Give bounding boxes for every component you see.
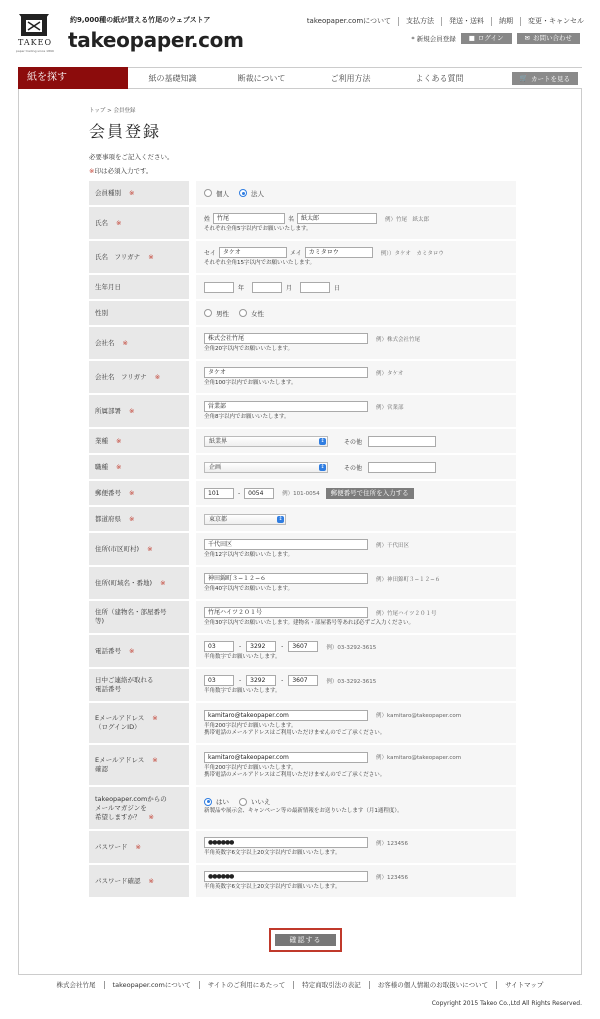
label-text: 都道府県 [95, 514, 121, 523]
label-text: 日中ご連絡が取れる [95, 676, 154, 684]
field-company-kana [196, 361, 516, 393]
field-gender [196, 301, 516, 325]
phone2-input[interactable]: 3292 [246, 641, 276, 652]
lock-icon: ■ [468, 34, 475, 42]
footer-links [0, 981, 600, 989]
street-input[interactable]: 神田錦町３−１２−６ [204, 573, 368, 584]
radio-individual-label: 個人 [216, 189, 229, 198]
row-city [89, 533, 516, 567]
label-job [89, 455, 189, 479]
dayphone1-input[interactable]: 03 [204, 675, 234, 686]
required-note-text: 印は必須入力です。 [94, 167, 153, 175]
label-password-confirm [89, 865, 189, 897]
dayphone-hint: 半角数字でお願いいたします。 [204, 688, 281, 694]
password-confirm-hint: 半角英数字6文字以上20文字以内でお願いいたします。 [204, 884, 341, 890]
city-input[interactable]: 千代田区 [204, 539, 368, 550]
label-member-type [89, 181, 189, 205]
field-prefecture [196, 507, 516, 531]
row-phone [89, 635, 516, 669]
field-city [196, 533, 516, 565]
label-text: 住所(市区町村) [95, 544, 140, 553]
confirm-button[interactable]: 確認する [275, 934, 336, 946]
zip-dash: - [238, 489, 241, 497]
header [0, 0, 600, 66]
label-company-kana [89, 361, 189, 393]
confirm-highlight [269, 928, 342, 952]
first-name-input[interactable]: 紙太郎 [297, 213, 377, 224]
job-other-input[interactable] [368, 462, 436, 473]
footer-link-commerce-law[interactable]: 特定商取引法の表記 [294, 981, 370, 989]
street-example: 例）神田錦町３−１２−６ [376, 576, 441, 583]
phone-dash: - [281, 643, 284, 650]
login-button[interactable] [461, 33, 512, 44]
required-mark: ※ [152, 714, 158, 722]
password-example: 例）123456 [376, 840, 408, 847]
copyright: Copyright 2015 Takeo Co.,Ltd All Rights Reserved. [431, 1000, 582, 1007]
label-text: 電話番号 [95, 646, 121, 655]
required-mark: ※ [129, 188, 135, 197]
field-birthdate [196, 275, 516, 299]
phone1-input[interactable]: 03 [204, 641, 234, 652]
top-links [300, 17, 584, 26]
footer-link-sitemap[interactable]: サイトマップ [505, 981, 544, 989]
page-title: 会員登録 [89, 122, 162, 141]
label-text: 業種 [95, 436, 108, 445]
label-industry [89, 429, 189, 453]
cart-label: カートを見る [531, 74, 570, 83]
required-mark: ※ [148, 876, 154, 885]
email-example: 例）kamitaro@takeopaper.com [376, 713, 462, 719]
required-mark: ※ [129, 488, 135, 497]
field-daytime-phone [196, 669, 516, 701]
cart-icon: 🛒 [519, 74, 528, 82]
login-label: ログイン [477, 34, 504, 42]
row-member-type [89, 181, 516, 207]
row-building [89, 601, 516, 635]
phone-hint: 半角数字でお願いいたします。 [204, 654, 281, 660]
industry-other-label: その他 [344, 438, 363, 446]
field-email [196, 703, 516, 743]
nav-find-paper[interactable]: 紙を探す [18, 67, 128, 89]
label-text: 職種 [95, 462, 108, 471]
zip2-input[interactable]: 0054 [244, 488, 274, 499]
row-company [89, 327, 516, 361]
company-input[interactable]: 株式会社竹尾 [204, 333, 368, 344]
email-input[interactable]: kamitaro@takeopaper.com [204, 710, 368, 721]
label-prefecture [89, 507, 189, 531]
label-company [89, 327, 189, 359]
label-password [89, 831, 189, 863]
phone-example: 例）03-3292-3615 [326, 644, 377, 651]
phone-dash: - [239, 643, 242, 650]
row-street [89, 567, 516, 601]
required-note [89, 166, 152, 175]
label-text: 郵便番号 [95, 488, 121, 497]
zip-lookup-button[interactable]: 郵便番号で住所を入力する [326, 488, 414, 499]
email-hint-2: 携帯電話のメールアドレスはご利用いただけませんのでご了承ください。 [204, 729, 386, 736]
company-kana-input[interactable]: タケオ [204, 367, 368, 378]
field-company [196, 327, 516, 359]
label-text: 所属部署 [95, 406, 121, 415]
required-mark: ※ [89, 167, 95, 175]
top-link-delivery[interactable]: 納期 [492, 17, 521, 26]
kana-hint: それぞれ全角15字以内でお願いいたします。 [204, 260, 316, 266]
label-email [89, 703, 189, 743]
label-text-2: （ログインID） [95, 723, 141, 731]
label-building [89, 601, 189, 633]
department-input[interactable]: 営業部 [204, 401, 368, 412]
industry-other-input[interactable] [368, 436, 436, 447]
label-text-2: メールマガジンを [95, 803, 147, 812]
mei-label: 名 [288, 216, 295, 223]
required-mark: ※ [122, 338, 128, 347]
mei-kana-label: メイ [289, 250, 302, 257]
field-email-confirm [196, 745, 516, 785]
radio-male[interactable] [204, 309, 212, 317]
account-area [411, 33, 580, 44]
label-text: 性別 [95, 308, 108, 317]
field-department [196, 395, 516, 427]
label-text: 会社名 [95, 338, 115, 347]
name-hint: それぞれ全角5字以内でお願いいたします。 [204, 226, 312, 232]
phone-dash: - [239, 677, 242, 684]
required-mark: ※ [152, 756, 158, 764]
label-zip [89, 481, 189, 505]
field-name-kana [196, 241, 516, 273]
row-name-kana [89, 241, 516, 275]
birth-year-input[interactable] [204, 282, 234, 293]
company-hint: 全角20字以内でお願いいたします。 [204, 346, 294, 352]
label-birthdate [89, 275, 189, 299]
label-text: 氏名 [95, 218, 108, 227]
breadcrumb[interactable]: トップ > 会員登録 [89, 108, 136, 114]
password-confirm-example: 例）123456 [376, 874, 408, 881]
label-gender [89, 301, 189, 325]
kana-example: 例））タケオ カミタロウ [380, 250, 444, 257]
field-zip [196, 481, 516, 505]
label-text: 氏名 フリガナ [95, 252, 141, 261]
sei-label: 姓 [204, 216, 211, 223]
building-hint: 全角30字以内でお願いいたします。建物名・部屋番号等あれば必ずご入力ください。 [204, 620, 415, 626]
chevron-down-icon: ↕ [278, 515, 283, 522]
row-department [89, 395, 516, 429]
zip1-input[interactable]: 101 [204, 488, 234, 499]
prefecture-selected: 東京都 [209, 515, 228, 523]
job-other-label: その他 [344, 464, 363, 472]
label-text: 住所(町域名・番地) [95, 578, 153, 587]
chevron-down-icon: ↕ [320, 437, 325, 444]
password-confirm-input[interactable]: ●●●●●● [204, 871, 368, 882]
footer-link-about[interactable]: takeopaper.comについて [105, 981, 200, 989]
label-text-2: 等) [95, 617, 105, 625]
label-text: パスワード確認 [95, 876, 141, 885]
field-building [196, 601, 516, 633]
field-name [196, 207, 516, 239]
view-cart-button[interactable] [512, 72, 578, 85]
row-zip [89, 481, 516, 507]
industry-select[interactable] [204, 436, 328, 447]
password-hint: 半角英数字6文字以上20文字以内でお願いいたします。 [204, 850, 341, 856]
required-mark: ※ [116, 436, 122, 445]
chevron-down-icon: ↕ [320, 463, 325, 470]
row-email-confirm [89, 745, 516, 787]
label-text-2: 電話番号 [95, 685, 121, 693]
label-name-kana [89, 241, 189, 273]
radio-corporate[interactable] [239, 189, 247, 197]
company-kana-example: 例）タケオ [376, 370, 404, 377]
radio-yes-label: はい [216, 798, 229, 806]
required-mark: ※ [160, 578, 166, 587]
footer-link-terms[interactable]: サイトのご利用にあたって [200, 981, 295, 989]
footer-link-privacy[interactable]: お客様の個人情報のお取扱いについて [370, 981, 497, 989]
radio-no-label: いいえ [251, 798, 271, 806]
first-name-kana-input[interactable]: カミタロウ [305, 247, 373, 258]
radio-female[interactable] [239, 309, 247, 317]
birth-month-input[interactable] [252, 282, 282, 293]
label-email-confirm [89, 745, 189, 785]
contact-button[interactable] [517, 33, 580, 44]
label-text: 会社名 フリガナ [95, 372, 147, 381]
nav-faq[interactable]: よくある質問 [415, 73, 464, 83]
field-password [196, 831, 516, 863]
radio-female-label: 女性 [251, 309, 264, 318]
required-mark: ※ [154, 372, 161, 381]
contact-label: お問い合わせ [533, 34, 572, 42]
radio-male-label: 男性 [216, 309, 229, 318]
field-industry [196, 429, 516, 453]
job-select[interactable] [204, 462, 328, 473]
row-email [89, 703, 516, 745]
tagline: 約9,000種の紙が買える竹尾のウェブストア [70, 16, 211, 24]
building-example: 例）竹尾ハイツ２０１号 [376, 610, 437, 617]
label-text-2: 確認 [95, 765, 108, 773]
label-text: パスワード [95, 842, 128, 851]
building-input[interactable]: 竹尾ハイツ２０１号 [204, 607, 368, 618]
required-mark: ※ [116, 218, 122, 227]
radio-corporate-label: 法人 [251, 189, 264, 198]
radio-newsletter-yes[interactable] [204, 798, 212, 806]
company-example: 例）株式会社竹尾 [376, 336, 421, 343]
register-link[interactable]: * 新規会員登録 [411, 35, 456, 43]
day-label: 日 [334, 284, 341, 292]
row-birthdate [89, 275, 516, 301]
label-text: Eメールアドレス [95, 714, 145, 722]
password-input[interactable]: ●●●●●● [204, 837, 368, 848]
birth-day-input[interactable] [300, 282, 330, 293]
footer-link-company[interactable]: 株式会社竹尾 [49, 981, 105, 989]
required-mark: ※ [116, 462, 122, 471]
dayphone3-input[interactable]: 3607 [288, 675, 318, 686]
field-newsletter [196, 787, 516, 829]
top-link-about[interactable]: takeopaper.comについて [300, 17, 399, 26]
label-department [89, 395, 189, 427]
nav-cutting[interactable]: 断裁について [237, 73, 286, 83]
label-text: takeopaper.comからの [95, 794, 167, 803]
radio-individual[interactable] [204, 189, 212, 197]
email-confirm-example: 例）kamitaro@takeopaper.com [376, 755, 462, 761]
last-name-input[interactable]: 竹尾 [213, 213, 285, 224]
logo-subtitle: paper trading since 1899 [16, 49, 54, 53]
required-mark: ※ [129, 406, 135, 415]
required-mark: ※ [147, 544, 153, 553]
email-confirm-hint: 半角200字以内でお願いいたします。 [204, 764, 297, 771]
label-text: 住所（建物名・部屋番号 [95, 608, 167, 616]
industry-selected: 紙業界 [209, 437, 228, 445]
label-name [89, 207, 189, 239]
month-label: 月 [286, 284, 293, 292]
required-mark: ※ [135, 842, 141, 851]
label-text: 生年月日 [95, 282, 121, 291]
name-example: 例）竹尾 紙太郎 [385, 216, 430, 223]
field-job [196, 455, 516, 479]
label-text-3: 希望しますか？ [95, 812, 141, 821]
row-company-kana [89, 361, 516, 395]
required-mark: ※ [129, 514, 135, 523]
label-city [89, 533, 189, 565]
top-link-cancel[interactable]: 変更・キャンセル [528, 17, 584, 25]
field-phone [196, 635, 516, 667]
nav-basics[interactable]: 紙の基礎知識 [148, 73, 197, 83]
top-link-shipping[interactable]: 発送・送料 [442, 17, 492, 26]
row-name [89, 207, 516, 241]
label-text: Eメールアドレス [95, 756, 145, 764]
job-selected: 企画 [209, 463, 222, 471]
dayphone-example: 例）03-3292-3615 [326, 678, 377, 685]
required-mark: ※ [148, 252, 154, 261]
field-street [196, 567, 516, 599]
zip-example: 例）101-0054 [282, 491, 320, 497]
label-phone [89, 635, 189, 667]
top-link-payment[interactable]: 支払方法 [399, 17, 442, 26]
mail-icon: ✉ [524, 34, 530, 42]
label-daytime-phone [89, 669, 189, 701]
dayphone2-input[interactable]: 3292 [246, 675, 276, 686]
required-mark: ※ [148, 812, 154, 821]
row-newsletter [89, 787, 516, 831]
prefecture-select[interactable] [204, 514, 286, 525]
row-password [89, 831, 516, 865]
company-kana-hint: 全角100字以内でお願いいたします。 [204, 380, 297, 386]
row-job [89, 455, 516, 481]
last-name-kana-input[interactable]: タケオ [219, 247, 287, 258]
instruction-note: 必要事項をご記入ください。 [89, 153, 174, 161]
department-hint: 全角8字以内でお願いいたします。 [204, 414, 290, 420]
sei-kana-label: セイ [204, 250, 216, 257]
label-text: 会員種別 [95, 188, 121, 197]
phone-dash: - [281, 677, 284, 684]
field-password-confirm [196, 865, 516, 897]
email-confirm-hint-2: 携帯電話のメールアドレスはご利用いただけませんのでご了承ください。 [204, 771, 386, 778]
city-hint: 全角12字以内でお願いいたします。 [204, 552, 294, 558]
row-daytime-phone [89, 669, 516, 703]
required-mark: ※ [129, 646, 135, 655]
phone3-input[interactable]: 3607 [288, 641, 318, 652]
brand-name[interactable]: takeopaper.com [68, 28, 244, 52]
street-hint: 全角40字以内でお願いいたします。 [204, 586, 294, 592]
row-industry [89, 429, 516, 455]
row-prefecture [89, 507, 516, 533]
row-gender [89, 301, 516, 327]
year-label: 年 [238, 284, 245, 292]
field-member-type [196, 181, 516, 205]
main-nav [18, 67, 582, 89]
label-street [89, 567, 189, 599]
email-hint: 半角200字以内でお願いいたします。 [204, 722, 297, 729]
city-example: 例）千代田区 [376, 542, 410, 549]
row-password-confirm [89, 865, 516, 899]
label-newsletter [89, 787, 189, 829]
nav-howto[interactable]: ご利用方法 [330, 73, 371, 83]
email-confirm-input[interactable]: kamitaro@takeopaper.com [204, 752, 368, 763]
newsletter-hint: 新製品や展示会、キャンペーン等の最新情報をお送りいたします（月1通程度）。 [204, 808, 403, 814]
radio-newsletter-no[interactable] [239, 798, 247, 806]
department-example: 例）営業部 [376, 404, 404, 411]
logo-wordmark: TAKEO [18, 38, 53, 47]
registration-form [89, 181, 516, 899]
